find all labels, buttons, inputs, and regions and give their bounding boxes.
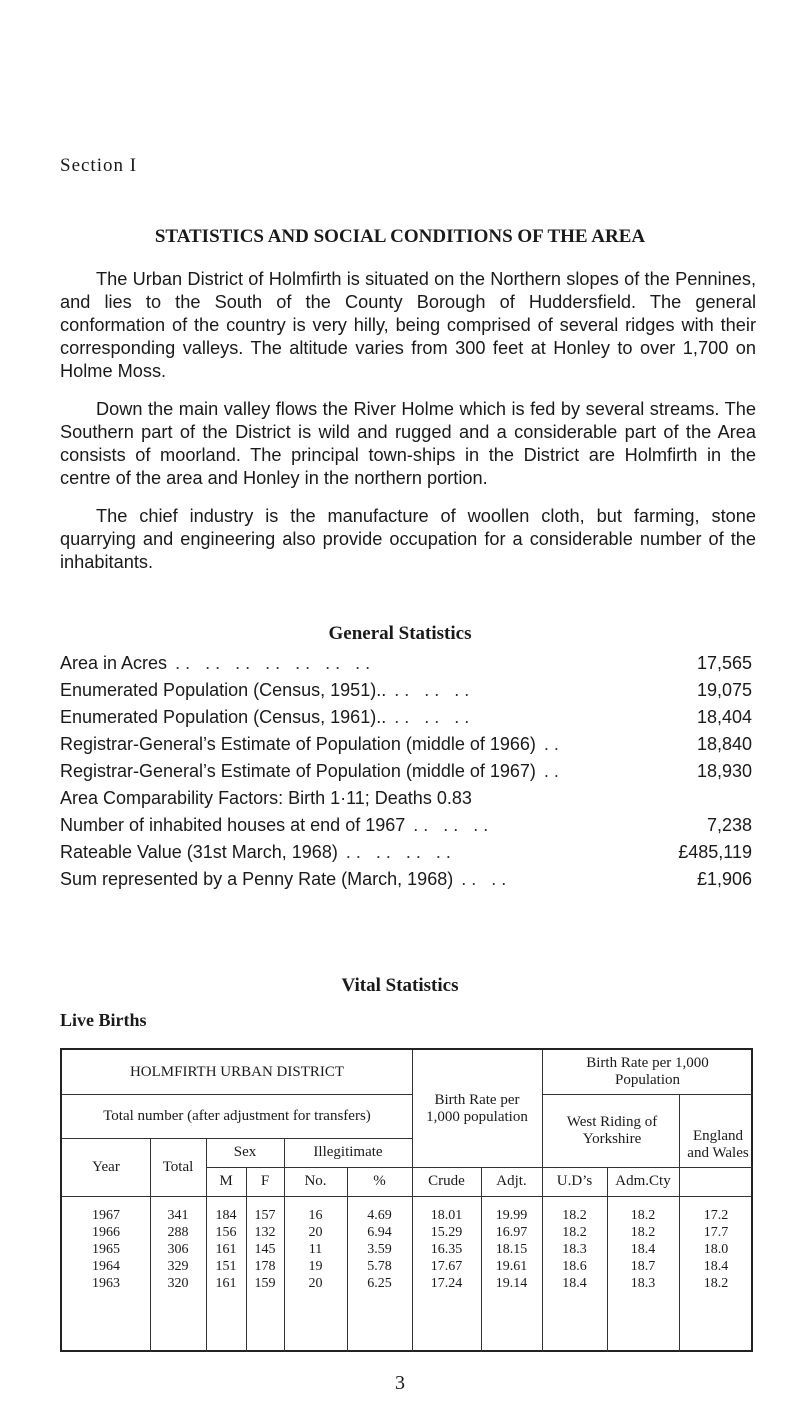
table-row	[62, 1225, 751, 1242]
intro-text	[60, 268, 756, 589]
paragraph: The chief industry is the manufacture of woollen cloth, but farming, stone quarrying and engineering also provide occupation for a considerable number of the inhabitants.	[60, 506, 756, 572]
table-cell-admcty: 18.4	[630, 1242, 656, 1257]
table-row	[62, 1276, 751, 1293]
table-cell-total: 288	[167, 1225, 189, 1240]
female-header: F	[260, 1173, 270, 1189]
statistic-value: 18,840	[696, 734, 752, 754]
illegitimate-header: Illegitimate	[313, 1144, 383, 1160]
table-cell-ew: 17.2	[703, 1208, 729, 1223]
page-number: 3	[395, 1372, 405, 1394]
table-cell-crude: 18.01	[430, 1208, 463, 1223]
statistic-label: Sum represented by a Penny Rate (March, 1968)	[60, 869, 454, 889]
table-cell-pct: 5.78	[367, 1259, 392, 1274]
table-cell-no: 20	[308, 1276, 323, 1291]
total-number-header: Total number (after adjustment for transfers)	[103, 1107, 371, 1124]
table-row	[62, 1208, 751, 1225]
leader-dots: .. .. ..	[394, 707, 475, 727]
statistic-value: 19,075	[696, 680, 752, 700]
statistic-row	[60, 707, 752, 734]
birth-rate-per-header: Birth Rate per 1,000 Population	[586, 1055, 709, 1088]
leader-dots: .. .. .. ..	[345, 842, 456, 862]
live-births-table	[60, 1048, 753, 1352]
statistic-row	[60, 761, 752, 788]
statistic-label: Registrar-General’s Estimate of Population (middle of 1966)	[60, 734, 536, 754]
table-cell-m: 161	[215, 1276, 237, 1291]
table-cell-crude: 17.24	[430, 1276, 463, 1291]
table-cell-pct: 6.25	[367, 1276, 392, 1291]
statistic-row	[60, 788, 752, 815]
general-statistics-list	[60, 653, 752, 896]
statistic-label: Registrar-General’s Estimate of Population (middle of 1967)	[60, 761, 536, 781]
statistic-label: Enumerated Population (Census, 1961)..	[60, 707, 387, 727]
table-cell-year: 1963	[92, 1276, 120, 1291]
table-cell-crude: 15.29	[430, 1225, 463, 1240]
number-header: No.	[304, 1173, 327, 1189]
statistic-label: Area in Acres	[60, 653, 168, 673]
statistic-value: £1,906	[696, 869, 752, 889]
table-cell-adjt: 19.99	[495, 1208, 528, 1223]
west-riding-header: West Riding of Yorkshire	[566, 1113, 658, 1147]
table-cell-adjt: 18.15	[495, 1242, 528, 1257]
table-cell-uds: 18.4	[562, 1276, 587, 1291]
statistic-value: £485,119	[678, 842, 752, 862]
vital-statistics-heading: Vital Statistics	[341, 975, 459, 996]
leader-dots: ..	[543, 761, 564, 781]
table-cell-adjt: 19.61	[495, 1259, 528, 1274]
statistic-row	[60, 869, 752, 896]
table-cell-uds: 18.2	[562, 1225, 587, 1240]
table-cell-pct: 4.69	[367, 1208, 392, 1223]
table-cell-f: 157	[254, 1208, 276, 1223]
table-cell-no: 16	[308, 1208, 323, 1223]
total-header: Total	[162, 1158, 194, 1175]
table-cell-admcty: 18.2	[630, 1225, 656, 1240]
adjusted-header: Adjt.	[496, 1173, 527, 1189]
paragraph: Down the main valley flows the River Holme which is fed by several streams. The Southern part of the District is wild and rugged and a considerable part of the Area consists of moorland. The principal town-ships in the District are Holmfirth in the centre of the area and Honley in the northern portion.	[60, 399, 756, 488]
statistic-label: Area Comparability Factors: Birth 1·11; Deaths 0.83	[60, 788, 472, 808]
table-cell-year: 1966	[92, 1225, 120, 1240]
table-cell-total: 306	[167, 1242, 189, 1257]
table-cell-total: 341	[167, 1208, 189, 1223]
table-cell-no: 19	[308, 1259, 323, 1274]
statistic-row	[60, 680, 752, 707]
table-cell-crude: 16.35	[430, 1242, 463, 1257]
leader-dots: ..	[543, 734, 564, 754]
table-cell-admcty: 18.2	[630, 1208, 656, 1223]
table-cell-total: 329	[167, 1259, 189, 1274]
table-cell-crude: 17.67	[430, 1259, 463, 1274]
page-title: STATISTICS AND SOCIAL CONDITIONS OF THE AREA	[154, 226, 646, 247]
table-cell-f: 145	[254, 1242, 276, 1257]
live-births-heading: Live Births	[60, 1010, 147, 1030]
table-cell-m: 161	[215, 1242, 237, 1257]
table-cell-m: 151	[215, 1259, 237, 1274]
table-cell-year: 1965	[92, 1242, 120, 1257]
statistic-row	[60, 815, 752, 842]
statistic-value: 18,404	[696, 707, 752, 727]
table-cell-total: 320	[167, 1276, 189, 1291]
general-statistics-heading: General Statistics	[328, 623, 472, 644]
table-cell-adjt: 16.97	[495, 1225, 528, 1240]
table-row	[62, 1242, 751, 1259]
statistic-row	[60, 842, 752, 869]
paragraph: The Urban District of Holmfirth is situated on the Northern slopes of the Pennines, and lies to the South of the County Borough of Huddersfield. The general conformation of the country is very hilly, being comprised of several ridges with their corresponding valleys. The altitude varies from 300 feet at Honley to over 1,700 on Holme Moss.	[60, 269, 756, 381]
table-cell-ew: 17.7	[703, 1225, 729, 1240]
statistic-value: 7,238	[706, 815, 752, 835]
table-cell-no: 11	[308, 1242, 323, 1257]
table-cell-pct: 6.94	[367, 1225, 392, 1240]
leader-dots: .. .. ..	[413, 815, 494, 835]
birth-rate-header: Birth Rate per 1,000 population	[426, 1091, 528, 1125]
table-cell-ew: 18.4	[703, 1259, 729, 1274]
admin-county-header: Adm.Cty	[615, 1173, 671, 1189]
sex-header: Sex	[233, 1144, 257, 1160]
table-cell-admcty: 18.3	[630, 1276, 656, 1291]
table-cell-ew: 18.2	[703, 1276, 729, 1291]
male-header: M	[219, 1173, 233, 1189]
table-cell-year: 1967	[92, 1208, 120, 1223]
leader-dots: .. .. ..	[394, 680, 475, 700]
urban-districts-header: U.D’s	[556, 1173, 593, 1189]
leader-dots: .. .. .. .. .. .. ..	[175, 653, 376, 673]
table-cell-admcty: 18.7	[630, 1259, 656, 1274]
table-cell-m: 156	[215, 1225, 237, 1240]
table-cell-pct: 3.59	[367, 1242, 392, 1257]
table-cell-f: 132	[254, 1225, 276, 1240]
leader-dots: .. ..	[461, 869, 512, 889]
statistic-value: 17,565	[696, 653, 752, 673]
table-cell-uds: 18.6	[562, 1259, 587, 1274]
statistic-label: Enumerated Population (Census, 1951)..	[60, 680, 387, 700]
england-wales-header: England and Wales	[687, 1128, 749, 1161]
table-cell-f: 159	[254, 1276, 276, 1291]
table-cell-uds: 18.2	[562, 1208, 587, 1223]
year-header: Year	[92, 1158, 120, 1175]
crude-header: Crude	[428, 1173, 465, 1189]
table-cell-adjt: 19.14	[495, 1276, 528, 1291]
section-label: Section I	[60, 155, 138, 176]
table-cell-uds: 18.3	[562, 1242, 587, 1257]
percent-header: %	[373, 1173, 386, 1189]
statistic-row	[60, 734, 752, 761]
statistic-label: Number of inhabited houses at end of 1967	[60, 815, 406, 835]
table-cell-no: 20	[308, 1225, 323, 1240]
statistic-row	[60, 653, 752, 680]
district-header: HOLMFIRTH URBAN DISTRICT	[129, 1063, 345, 1080]
statistic-label: Rateable Value (31st March, 1968)	[60, 842, 338, 862]
table-cell-year: 1964	[92, 1259, 120, 1274]
statistic-value: 18,930	[696, 761, 752, 781]
table-cell-ew: 18.0	[703, 1242, 729, 1257]
table-cell-m: 184	[215, 1208, 237, 1223]
table-row	[62, 1259, 751, 1276]
table-cell-f: 178	[254, 1259, 276, 1274]
